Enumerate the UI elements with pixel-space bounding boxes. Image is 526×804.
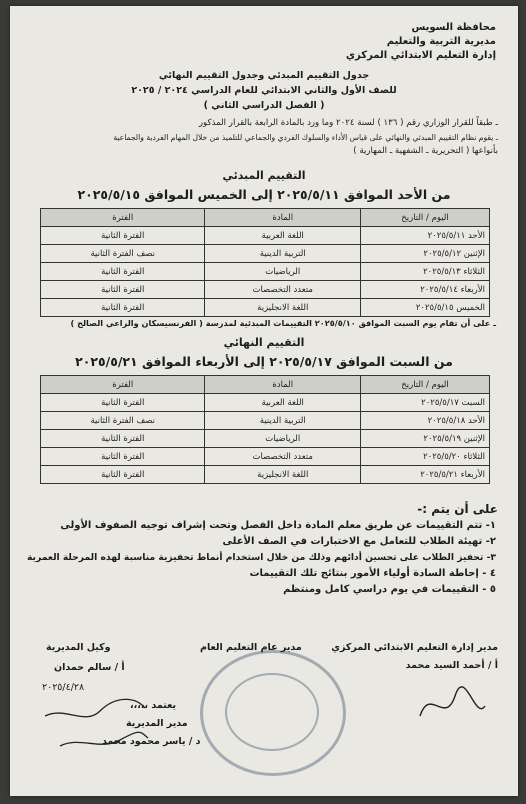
- final-range: من السبت الموافق ٢٠٢٥/٥/١٧ إلى الأربعاء الموافق ٢٠٢٥/٥/٢١: [75, 354, 453, 369]
- table-row: [41, 263, 490, 281]
- cell-subject: متعدد التخصصات: [205, 281, 361, 299]
- table-row: [41, 394, 490, 412]
- instruction-item: ٣- تحفيز الطلاب على تحسين أدائهم وذلك من خلال استخدام أنماط تحفيزية مناسبة لهذه المرحلة العمرية: [26, 552, 496, 563]
- table-row: [41, 430, 490, 448]
- sig-left-title: وكيل المديرية: [46, 642, 111, 653]
- cell-period: الفترة الثانية: [41, 394, 205, 412]
- cell-subject: الرياضيات: [205, 430, 361, 448]
- cell-subject: اللغة الانجليزية: [205, 466, 361, 484]
- table-header-row: [41, 376, 490, 394]
- cell-day: السبت ٢٠٢٥/٥/١٧: [361, 394, 490, 412]
- instruction-item: ٤ - إحاطة السادة أولياء الأمور بنتائج تلك التقييمات: [249, 568, 496, 579]
- cell-day: الإثنين ٢٠٢٥/٥/١٩: [361, 430, 490, 448]
- director-title: مدير المديرية: [126, 718, 188, 729]
- initial-note: ـ على أن تقام يوم السبت الموافق ٢٠٢٥/٥/١٠ التقييمات المبدئية لمدرسة ( الفرنسيسكان والراعي الصالح ): [70, 318, 496, 328]
- instruction-item: ٥ - التقييمات في يوم دراسي كامل ومنتظم: [283, 584, 496, 595]
- cell-period: الفترة الثانية: [41, 466, 205, 484]
- cell-subject: الرياضيات: [205, 263, 361, 281]
- instructions-heading: على أن يتم :-: [417, 502, 498, 516]
- handwritten-signature: [40, 656, 150, 756]
- official-stamp: [200, 650, 346, 776]
- col-period: الفترة: [41, 209, 205, 227]
- sig-left-date: ٢٠٢٥/٤/٢٨: [42, 682, 85, 693]
- table-header-row: [41, 209, 490, 227]
- cell-period: الفترة الثانية: [41, 263, 205, 281]
- cell-period: الفترة الثانية: [41, 299, 205, 317]
- table-row: [41, 245, 490, 263]
- col-period: الفترة: [41, 376, 205, 394]
- cell-day: الأربعاء ٢٠٢٥/٥/١٤: [361, 281, 490, 299]
- cell-day: الأحد ٢٠٢٥/٥/١٨: [361, 412, 490, 430]
- table-row: [41, 448, 490, 466]
- sig-left-name: أ / سالم حمدان: [54, 662, 125, 673]
- instruction-item: ١- تتم التقييمات عن طريق معلم المادة داخل الفصل وتحت إشراف توجيه الصفوف الأولى: [60, 520, 496, 531]
- handwritten-signature: [410, 676, 490, 736]
- cell-period: الفترة الثانية: [41, 227, 205, 245]
- document-page: [10, 6, 518, 796]
- cell-period: الفترة الثانية: [41, 430, 205, 448]
- final-table: [40, 375, 490, 484]
- cell-period: الفترة الثانية: [41, 448, 205, 466]
- cell-subject: متعدد التخصصات: [205, 448, 361, 466]
- col-subject: المادة: [205, 376, 361, 394]
- note-types: بأنواعها ( التحريرية ـ الشفهية ـ المهارية ): [353, 146, 498, 156]
- cell-subject: التربية الدينية: [205, 245, 361, 263]
- cell-subject: اللغة الانجليزية: [205, 299, 361, 317]
- cell-day: الأحد ٢٠٢٥/٥/١١: [361, 227, 490, 245]
- col-subject: المادة: [205, 209, 361, 227]
- cell-day: الثلاثاء ٢٠٢٥/٥/١٣: [361, 263, 490, 281]
- cell-subject: اللغة العربية: [205, 227, 361, 245]
- instruction-item: ٢- تهيئة الطلاب للتعامل مع الاختبارات في الصف الأعلى: [222, 536, 496, 547]
- sig-right-name: أ / أحمد السيد محمد: [405, 660, 498, 671]
- cell-period: نصف الفترة الثانية: [41, 412, 205, 430]
- initial-heading: التقييم المبدئي: [222, 169, 306, 182]
- cell-day: الثلاثاء ٢٠٢٥/٥/٢٠: [361, 448, 490, 466]
- note-system: ـ يقوم نظام التقييم المبدئي والنهائي على قياس الأداء والسلوك الفردي والجماعي للتلميذ من خلال المهام الفردية والجماعية: [113, 133, 498, 142]
- cell-period: الفترة الثانية: [41, 281, 205, 299]
- header-directorate: مديرية التربية والتعليم: [386, 36, 496, 47]
- table-row: [41, 281, 490, 299]
- table-row: [41, 466, 490, 484]
- cell-day: الإثنين ٢٠٢٥/٥/١٢: [361, 245, 490, 263]
- table-row: [41, 227, 490, 245]
- cell-day: الأربعاء ٢٠٢٥/٥/٢١: [361, 466, 490, 484]
- initial-range: من الأحد الموافق ٢٠٢٥/٥/١١ إلى الخميس الموافق ٢٠٢٥/٥/١٥: [77, 187, 451, 202]
- col-day: اليوم / التاريخ: [361, 209, 490, 227]
- cell-subject: اللغة العربية: [205, 394, 361, 412]
- table-row: [41, 299, 490, 317]
- approve-label: يعتمد ،،،،،: [130, 700, 177, 711]
- director-name: د / ياسر محمود محمد: [102, 736, 201, 747]
- col-day: اليوم / التاريخ: [361, 376, 490, 394]
- doc-subtitle: للصف الأول والثاني الابتدائي للعام الدراسي ٢٠٢٤ / ٢٠٢٥: [131, 85, 397, 96]
- cell-period: نصف الفترة الثانية: [41, 245, 205, 263]
- doc-semester: ( الفصل الدراسي الثاني ): [203, 100, 325, 111]
- table-row: [41, 412, 490, 430]
- header-governorate: محافظة السويس: [411, 22, 496, 33]
- doc-title: جدول التقييم المبدئي وجدول التقييم النهائي: [158, 70, 370, 81]
- cell-day: الخميس ٢٠٢٥/٥/١٥: [361, 299, 490, 317]
- sig-right-title: مدير إدارة التعليم الابتدائي المركزي: [331, 642, 498, 653]
- initial-table: [40, 208, 490, 317]
- note-decree: ـ طبقاً للقرار الوزاري رقم ( ١٣٦ ) لسنة ٢٠٢٤ وما ورد بالمادة الرابعة بالقرار المذكور: [198, 118, 498, 128]
- cell-subject: التربية الدينية: [205, 412, 361, 430]
- instructions-list: [27, 520, 496, 600]
- sig-mid-title: مدير عام التعليم العام: [200, 642, 302, 653]
- final-heading: التقييم النهائي: [223, 336, 305, 349]
- header-administration: إدارة التعليم الابتدائي المركزي: [345, 50, 496, 61]
